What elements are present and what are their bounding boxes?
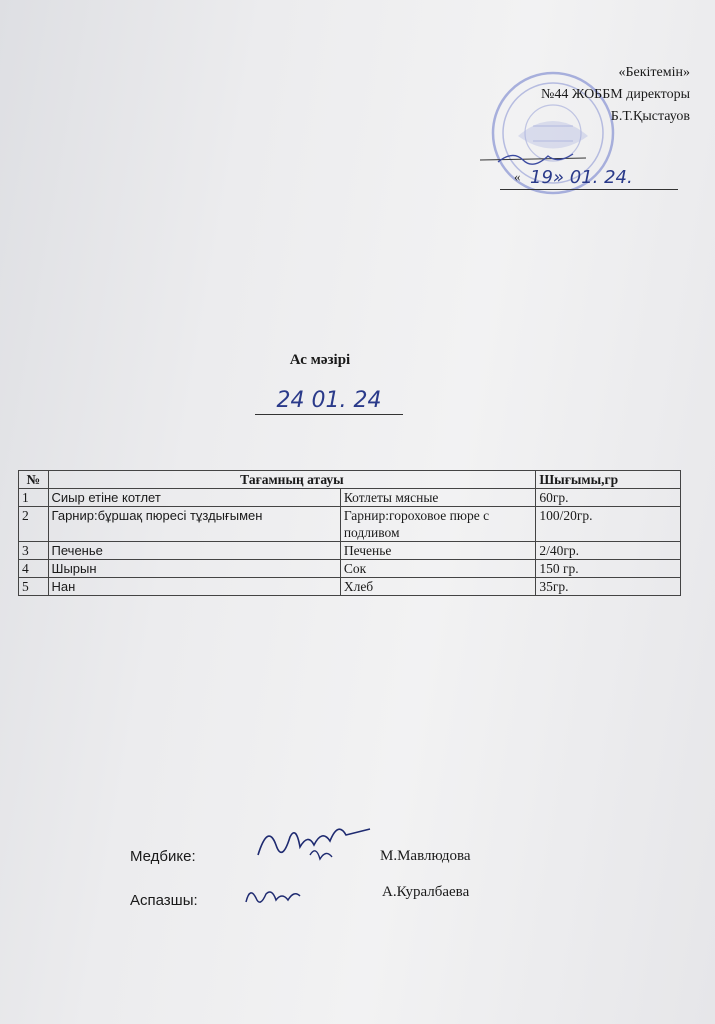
row-number: 5	[19, 578, 49, 596]
table-row	[19, 578, 681, 596]
header-yield: Шығымы,гр	[536, 471, 681, 489]
dish-ru: Гарнир:гороховое пюре с подливом	[340, 507, 536, 542]
row-number: 4	[19, 560, 49, 578]
row-number: 2	[19, 507, 49, 542]
dish-yield: 100/20гр.	[536, 507, 681, 542]
dish-ru: Сок	[340, 560, 536, 578]
dish-kz: Печенье	[48, 542, 340, 560]
dish-ru: Хлеб	[340, 578, 536, 596]
approval-block	[470, 62, 690, 128]
dish-kz: Сиыр етіне котлет	[48, 489, 340, 507]
header-number: №	[19, 471, 49, 489]
table-row	[19, 507, 681, 542]
table-row	[19, 489, 681, 507]
nurse-name: М.Мавлюдова	[380, 848, 471, 864]
approve-heading: «Бекітемін»	[618, 65, 690, 80]
date-open-quote: «	[514, 169, 521, 184]
cook-label: Аспазшы:	[130, 892, 198, 909]
approval-date	[500, 167, 678, 190]
menu-date-handwritten: 24 01. 24	[255, 390, 403, 415]
table-row	[19, 542, 681, 560]
menu-table	[18, 470, 681, 596]
dish-kz: Нан	[48, 578, 340, 596]
table-header-row	[19, 471, 681, 489]
row-number: 1	[19, 489, 49, 507]
menu-title: Ас мәзірі	[289, 352, 351, 368]
dish-kz: Шырын	[48, 560, 340, 578]
school-director-line: №44 ЖОББМ директоры	[541, 87, 690, 102]
nurse-signature	[250, 815, 380, 870]
dish-yield: 35гр.	[536, 578, 681, 596]
dish-yield: 60гр.	[536, 489, 681, 507]
table-row	[19, 560, 681, 578]
row-number: 3	[19, 542, 49, 560]
director-name: Б.Т.Қыстауов	[610, 109, 690, 124]
header-dish-name: Тағамның атауы	[48, 471, 536, 489]
dish-kz: Гарнир:бұршақ пюресі тұздығымен	[48, 507, 340, 542]
director-signature-line	[478, 148, 588, 168]
cook-name: А.Куралбаева	[382, 884, 470, 900]
approval-date-handwritten: 19» 01. 24.	[530, 167, 633, 188]
dish-ru: Печенье	[340, 542, 536, 560]
dish-ru: Котлеты мясные	[340, 489, 536, 507]
cook-signature	[240, 880, 310, 915]
nurse-label: Медбике:	[130, 848, 196, 865]
dish-yield: 150 гр.	[536, 560, 681, 578]
dish-yield: 2/40гр.	[536, 542, 681, 560]
